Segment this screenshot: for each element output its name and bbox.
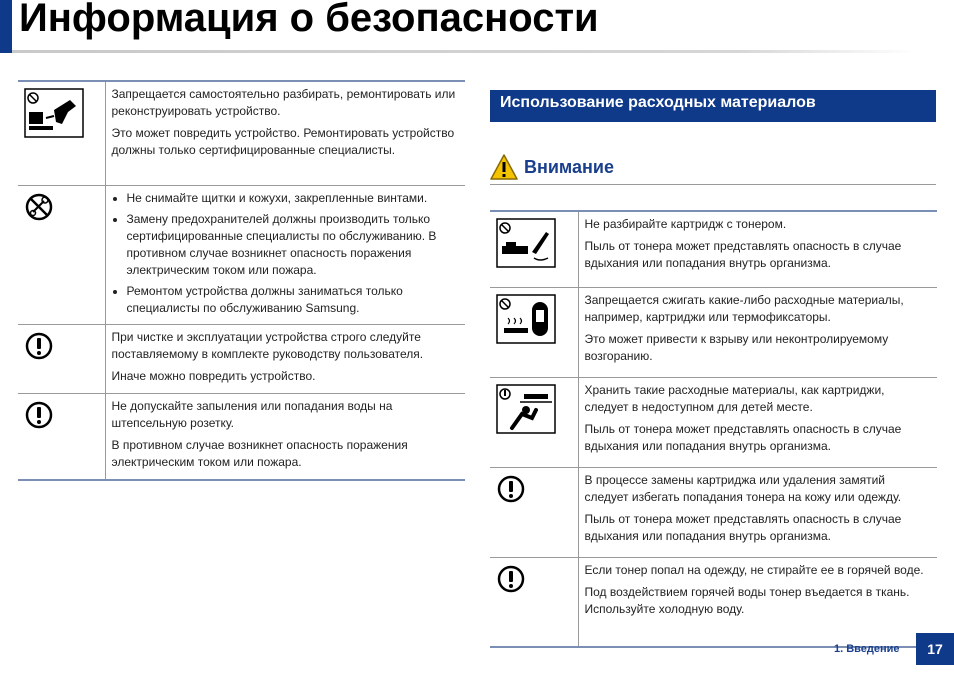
exclamation-circle-icon xyxy=(24,400,54,430)
list-item: • Ремонтом устройства должны заниматься только специалисты по обслуживанию Samsung. xyxy=(127,283,460,317)
row-text: Иначе можно повредить устройство. xyxy=(111,369,316,383)
row-text: Под воздействием горячей воды тонер въедается в ткань. Используйте холодную воду. xyxy=(584,585,910,616)
table-row xyxy=(490,288,937,378)
exclamation-circle-icon xyxy=(496,474,526,504)
caution-heading xyxy=(490,152,936,185)
exclamation-circle-icon xyxy=(24,331,54,361)
row-text: Пыль от тонера может представлять опасность в случае вдыхания или попадания внутрь организма. xyxy=(584,422,902,453)
keep-from-children-icon xyxy=(496,384,556,434)
title-divider xyxy=(12,50,917,53)
row-text: Не разбирайте картридж с тонером. xyxy=(584,217,787,231)
row-text: В процессе замены картриджа или удаления замятий следует избегать попадания тонера на кожу или одежду. xyxy=(584,473,902,504)
table-row xyxy=(18,186,465,325)
table-row xyxy=(490,378,937,468)
row-text: Пыль от тонера может представлять опасность в случае вдыхания или попадания внутрь организма. xyxy=(584,239,902,270)
no-tools-icon xyxy=(24,192,54,222)
right-safety-table xyxy=(490,210,937,648)
row-text: Пыль от тонера может представлять опасность в случае вдыхания или попадания внутрь организма. xyxy=(584,512,902,543)
section-heading: Использование расходных материалов xyxy=(490,90,936,122)
row-text: Если тонер попал на одежду, не стирайте ее в горячей воде. xyxy=(584,563,924,577)
caution-label: Внимание xyxy=(524,157,614,177)
header-accent-bar xyxy=(0,0,12,53)
row-text: Хранить такие расходные материалы, как картриджи, следует в недоступном для детей месте. xyxy=(584,383,885,414)
warning-triangle-icon xyxy=(490,154,518,180)
left-safety-table xyxy=(18,80,465,481)
row-text: Запрещается самостоятельно разбирать, ремонтировать или реконструировать устройство. xyxy=(111,87,456,118)
table-row xyxy=(18,81,465,186)
list-item: • Не снимайте щитки и кожухи, закрепленные винтами. xyxy=(127,190,460,207)
table-row xyxy=(490,558,937,648)
page-title: Информация о безопасности xyxy=(19,0,599,40)
row-text: Не допускайте запыления или попадания воды на штепсельную розетку. xyxy=(111,399,393,430)
no-burning-icon xyxy=(496,294,556,344)
table-row xyxy=(18,394,465,481)
row-text: Это может привести к взрыву или неконтролируемому возгоранию. xyxy=(584,332,889,363)
list-item: • Замену предохранителей должны производить только сертифицированные специалисты по обслуживанию. В противном случае возникнет опасность поражения электрическим током или пожара. xyxy=(127,211,460,279)
no-disassemble-cartridge-icon xyxy=(496,218,556,268)
row-text: Запрещается сжигать какие-либо расходные материалы, например, картриджи или термофиксаторы. xyxy=(584,293,904,324)
row-text: При чистке и эксплуатации устройства строго следуйте поставляемому в комплекте руководству пользователя. xyxy=(111,330,424,361)
table-row xyxy=(490,468,937,558)
no-disassemble-icon xyxy=(24,88,84,138)
page-number: 17 xyxy=(916,633,954,665)
exclamation-circle-icon xyxy=(496,564,526,594)
table-row xyxy=(490,211,937,288)
footer-chapter-link[interactable]: 1. Введение xyxy=(834,643,900,655)
table-row xyxy=(18,325,465,394)
row-text: В противном случае возникнет опасность поражения электрическим током или пожара. xyxy=(111,438,408,469)
row-text: Это может повредить устройство. Ремонтировать устройство должны только сертифицированные специалисты. xyxy=(111,126,455,157)
